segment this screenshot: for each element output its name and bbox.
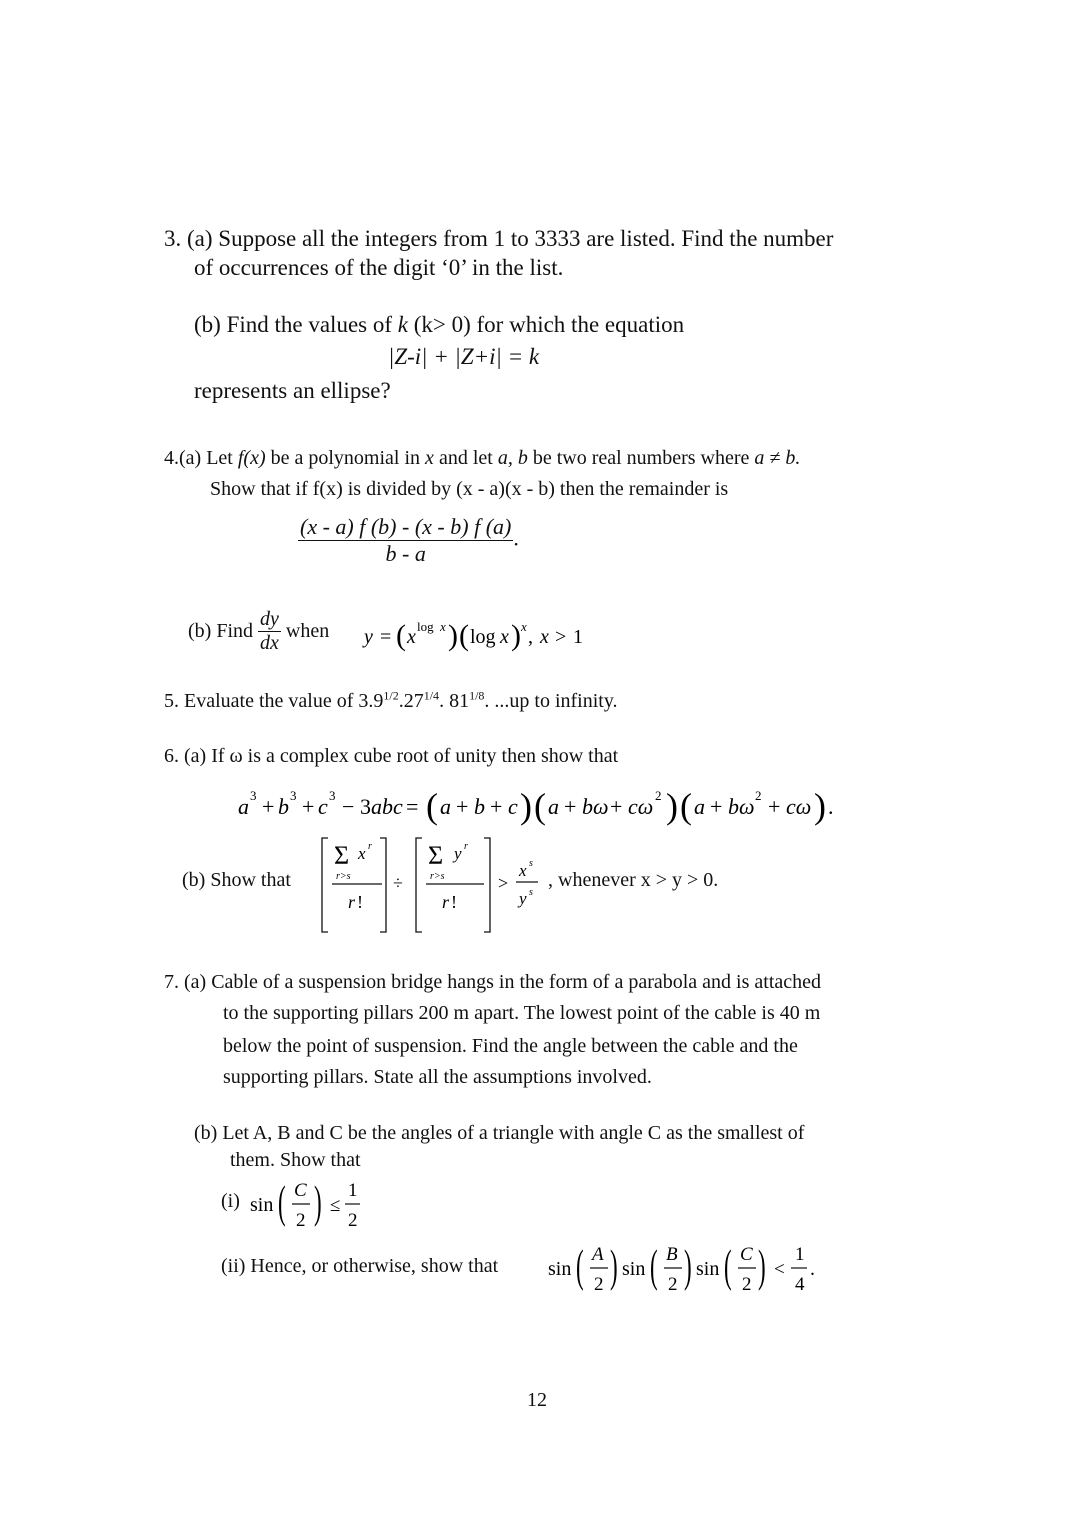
svg-text:+: + xyxy=(490,794,503,819)
svg-text:2: 2 xyxy=(348,1210,358,1231)
q3-b-label: (b) Find the values of xyxy=(194,312,393,337)
svg-text:!: ! xyxy=(357,892,363,912)
svg-text:C: C xyxy=(294,1180,307,1201)
svg-text:): ) xyxy=(684,1240,692,1292)
q4-a-fx: f(x) xyxy=(237,447,266,469)
svg-text:(: ( xyxy=(426,786,438,826)
svg-text:abc: abc xyxy=(371,794,403,819)
q3-a-line2: of occurrences of the digit ‘0’ in the list. xyxy=(194,255,564,280)
svg-text:a: a xyxy=(694,794,705,819)
q6-a-line1: 6. (a) If ω is a complex cube root of unity then show that xyxy=(164,745,619,767)
svg-text:x: x xyxy=(500,626,509,648)
svg-text:y: y xyxy=(454,844,462,863)
svg-text:s: s xyxy=(529,887,533,898)
svg-text:<: < xyxy=(774,1259,785,1280)
svg-text:+: + xyxy=(710,794,723,819)
svg-text:bω: bω xyxy=(582,794,609,819)
svg-text:1: 1 xyxy=(573,626,583,648)
svg-text:>: > xyxy=(555,626,567,648)
q7-a-line1: 7. (a) Cable of a suspension bridge hangs in the form of a parabola and is attached xyxy=(164,971,822,993)
q5-text-start: 5. Evaluate the value of 3.9 xyxy=(164,690,384,712)
svg-text:): ) xyxy=(520,786,532,826)
svg-text:(: ( xyxy=(278,1176,286,1228)
svg-text:−: − xyxy=(342,794,355,819)
q4-a-line1-mid: be a polynomial in xyxy=(270,447,421,469)
svg-text:(: ( xyxy=(396,619,406,652)
svg-text:log: log xyxy=(417,619,434,634)
svg-text:2: 2 xyxy=(296,1210,306,1231)
q5-exp1: 1/2 xyxy=(383,688,399,703)
svg-text:b: b xyxy=(278,794,289,819)
svg-text:y: y xyxy=(364,626,373,648)
q4-a-line1-start: 4.(a) Let xyxy=(164,447,233,469)
svg-text:4: 4 xyxy=(795,1274,805,1295)
svg-text:>: > xyxy=(498,873,509,893)
svg-text:!: ! xyxy=(451,892,457,912)
q4-b-when: when xyxy=(285,620,330,642)
q5-mid1: .27 xyxy=(398,690,424,712)
svg-text:3: 3 xyxy=(250,788,257,803)
svg-text:(: ( xyxy=(680,786,692,826)
svg-text:bω: bω xyxy=(728,794,755,819)
svg-text:): ) xyxy=(448,619,458,652)
q7-a-line4: supporting pillars. State all the assumptions involved. xyxy=(223,1066,652,1088)
q7-b-ii-label: (ii) Hence, or otherwise, show that xyxy=(221,1255,499,1277)
q4-b-expression xyxy=(360,612,600,660)
svg-text:x: x xyxy=(519,861,527,880)
q4-frac-numerator: (x - a) f (b) - (x - b) f (a) xyxy=(300,514,512,539)
q4-a-line1-end: be two real numbers where xyxy=(532,447,750,469)
svg-text:cω: cω xyxy=(628,794,654,819)
svg-text:y: y xyxy=(519,889,527,908)
q4-b-label: (b) Find xyxy=(188,620,253,642)
svg-text:): ) xyxy=(511,619,521,652)
q6-a-identity xyxy=(234,780,844,832)
svg-text:a: a xyxy=(548,794,559,819)
svg-text:3: 3 xyxy=(360,794,371,819)
svg-text:r: r xyxy=(348,892,356,912)
page-number: 12 xyxy=(527,1389,547,1411)
svg-text:sin: sin xyxy=(622,1258,646,1280)
svg-text:(: ( xyxy=(576,1240,584,1292)
q5-mid2: . 81 xyxy=(439,690,470,712)
svg-text:): ) xyxy=(758,1240,766,1292)
q7-b-i-label: (i) xyxy=(221,1190,240,1212)
svg-text:a: a xyxy=(238,794,249,819)
svg-text:,: , xyxy=(528,626,533,648)
svg-text:): ) xyxy=(814,786,826,826)
svg-text:r: r xyxy=(368,841,372,852)
svg-text:+: + xyxy=(456,794,469,819)
svg-text:r: r xyxy=(464,841,468,852)
svg-text:Σ: Σ xyxy=(334,841,350,870)
svg-text:2: 2 xyxy=(655,788,662,803)
svg-text:A: A xyxy=(592,1244,604,1265)
q3-b-line3: represents an ellipse? xyxy=(194,378,391,403)
svg-text:x: x xyxy=(407,626,416,648)
svg-text:2: 2 xyxy=(755,788,762,803)
svg-text:s: s xyxy=(529,858,533,869)
q4-a-line1 xyxy=(164,447,800,470)
q4-b-dx: dx xyxy=(260,632,279,654)
svg-text:x: x xyxy=(440,619,446,634)
svg-text:1: 1 xyxy=(795,1244,805,1265)
svg-text:a: a xyxy=(440,794,451,819)
svg-text:=: = xyxy=(380,626,392,648)
q4-a-ab: a, b xyxy=(497,447,528,469)
svg-text:c: c xyxy=(318,794,328,819)
q7-b-line1: (b) Let A, B and C be the angles of a triangle with angle C as the smallest of xyxy=(194,1122,805,1144)
q5-exp2: 1/4 xyxy=(423,688,440,703)
svg-text:cω: cω xyxy=(786,794,812,819)
q6-b-label: (b) Show that xyxy=(182,869,291,891)
q7-b-i-expression xyxy=(248,1174,368,1238)
q4-frac-denominator: b - a xyxy=(298,540,513,567)
svg-text:r>s: r>s xyxy=(430,871,445,882)
q3-b-line1 xyxy=(194,312,684,338)
q4-b-dy: dy xyxy=(260,608,279,630)
q3-a-line1: 3. (a) Suppose all the integers from 1 to 3333 are listed. Find the number xyxy=(164,226,834,251)
svg-text:): ) xyxy=(610,1240,618,1292)
svg-text:sin: sin xyxy=(696,1258,720,1280)
svg-text:+: + xyxy=(768,794,781,819)
svg-text:3: 3 xyxy=(290,788,297,803)
svg-text:2: 2 xyxy=(594,1274,604,1295)
svg-text:(: ( xyxy=(724,1240,732,1292)
svg-text:B: B xyxy=(666,1244,678,1265)
svg-text:÷: ÷ xyxy=(393,873,403,893)
svg-text:sin: sin xyxy=(250,1194,274,1216)
q4-a-cond: a ≠ b. xyxy=(754,447,801,469)
svg-text:): ) xyxy=(666,786,678,826)
q3-b-equation: |Z-i| + |Z+i| = k xyxy=(388,344,540,369)
svg-text:1: 1 xyxy=(348,1180,358,1201)
svg-text:sin: sin xyxy=(548,1258,572,1280)
svg-text:=: = xyxy=(406,794,419,819)
q4-remainder-fraction: $\frac{(x - a) f (b) - (x - b) f (a)}{b - a}$ . xyxy=(300,514,519,566)
q7-b-ii-expression xyxy=(546,1238,826,1302)
q3-b-k: k xyxy=(397,312,408,337)
svg-text:log: log xyxy=(470,626,496,648)
svg-text:+: + xyxy=(302,794,315,819)
svg-text:≤: ≤ xyxy=(330,1195,341,1216)
svg-text:(: ( xyxy=(534,786,546,826)
q3-b-paren: (k> 0) for which the equation xyxy=(413,312,685,337)
q7-a-line3: below the point of suspension. Find the angle between the cable and the xyxy=(223,1035,798,1057)
svg-text:): ) xyxy=(314,1176,322,1228)
svg-text:r>s: r>s xyxy=(336,871,351,882)
q6-b-expression xyxy=(318,832,554,938)
svg-text:(: ( xyxy=(650,1240,658,1292)
q5-text-end: . ...up to infinity. xyxy=(484,690,618,712)
q5-line xyxy=(164,690,618,713)
svg-text:Σ: Σ xyxy=(428,841,444,870)
q6-b-condition: , whenever x > y > 0. xyxy=(548,869,719,891)
svg-text:x: x xyxy=(358,844,366,863)
q5-exp3: 1/8 xyxy=(469,688,485,703)
svg-text:x: x xyxy=(540,626,549,648)
svg-text:r: r xyxy=(442,892,450,912)
svg-text:2: 2 xyxy=(668,1274,678,1295)
svg-text:x: x xyxy=(521,619,527,634)
svg-text:.: . xyxy=(828,794,834,819)
svg-text:b: b xyxy=(474,794,485,819)
svg-text:+: + xyxy=(610,794,623,819)
q4-a-line1-mid2: and let xyxy=(438,447,493,469)
q7-b-line2: them. Show that xyxy=(230,1149,361,1171)
svg-text:3: 3 xyxy=(329,788,336,803)
q4-b-line xyxy=(188,608,329,655)
q4-a-x: x xyxy=(425,447,434,469)
svg-text:(: ( xyxy=(459,619,469,652)
svg-text:C: C xyxy=(740,1244,753,1265)
svg-text:.: . xyxy=(810,1258,815,1280)
q4-a-line2: Show that if f(x) is divided by (x - a)(x - b) then the remainder is xyxy=(210,478,729,500)
q7-a-line2: to the supporting pillars 200 m apart. The lowest point of the cable is 40 m xyxy=(223,1002,821,1024)
svg-text:+: + xyxy=(262,794,275,819)
svg-text:+: + xyxy=(564,794,577,819)
svg-text:2: 2 xyxy=(742,1274,752,1295)
svg-text:c: c xyxy=(508,794,518,819)
